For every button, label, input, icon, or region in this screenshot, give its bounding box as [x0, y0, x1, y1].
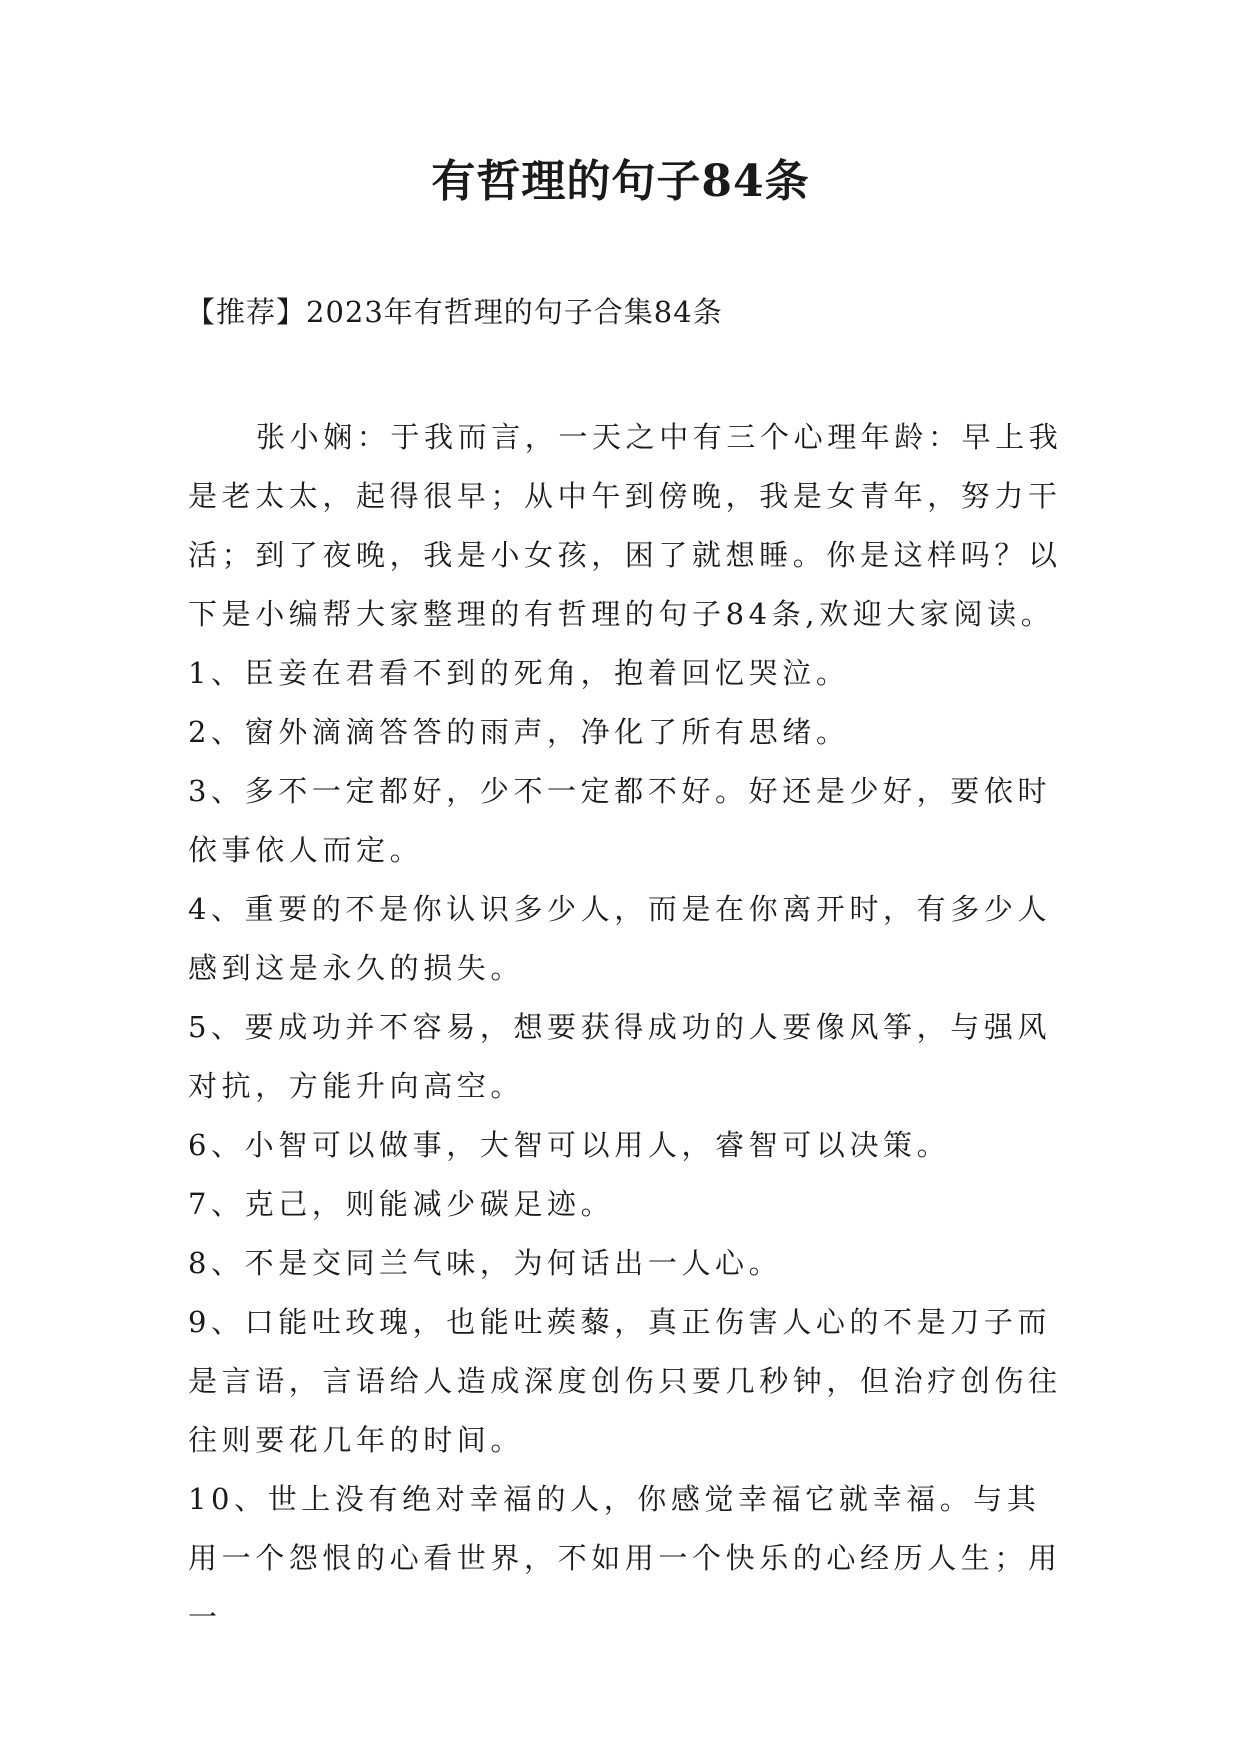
list-item: 3、多不一定都好，少不一定都不好。好还是少好，要依时依事依人而定。: [188, 774, 1052, 867]
list-item: 1、臣妾在君看不到的死角，抱着回忆哭泣。: [188, 656, 850, 690]
list-item: 8、不是交同兰气味，为何话出一人心。: [188, 1246, 783, 1280]
document-body: [188, 408, 1068, 1647]
list-item: 7、克己，则能减少碳足迹。: [188, 1187, 615, 1221]
intro-paragraph: 张小娴：于我而言，一天之中有三个心理年龄：早上我是老太太，起得很早；从中午到傍晚，我是女青年，努力干活；到了夜晚，我是小女孩，困了就想睡。你是这样吗？以下是小编帮大家整理的有哲理的句子84条,欢迎大家阅读。: [188, 420, 1063, 631]
list-item: 6、小智可以做事，大智可以用人，睿智可以决策。: [188, 1128, 951, 1162]
list-item: 4、重要的不是你认识多少人，而是在你离开时，有多少人感到这是永久的损失。: [188, 892, 1052, 985]
list-item: 9、口能吐玫瑰，也能吐蒺藜，真正伤害人心的不是刀子而是言语，言语给人造成深度创伤只要几秒钟，但治疗创伤往往则要花几年的时间。: [188, 1305, 1062, 1457]
list-item: 10、世上没有绝对幸福的人，你感觉幸福它就幸福。与其用一个怨恨的心看世界，不如用一个快乐的心经历人生；用一: [188, 1482, 1062, 1634]
document-subtitle: 【推荐】2023年有哲理的句子合集84条: [186, 295, 723, 329]
document-title: 有哲理的句子84条: [431, 156, 810, 207]
list-item: 2、窗外滴滴答答的雨声，净化了所有思绪。: [188, 715, 850, 749]
list-item: 5、要成功并不容易，想要获得成功的人要像风筝，与强风对抗，方能升向高空。: [188, 1010, 1052, 1103]
